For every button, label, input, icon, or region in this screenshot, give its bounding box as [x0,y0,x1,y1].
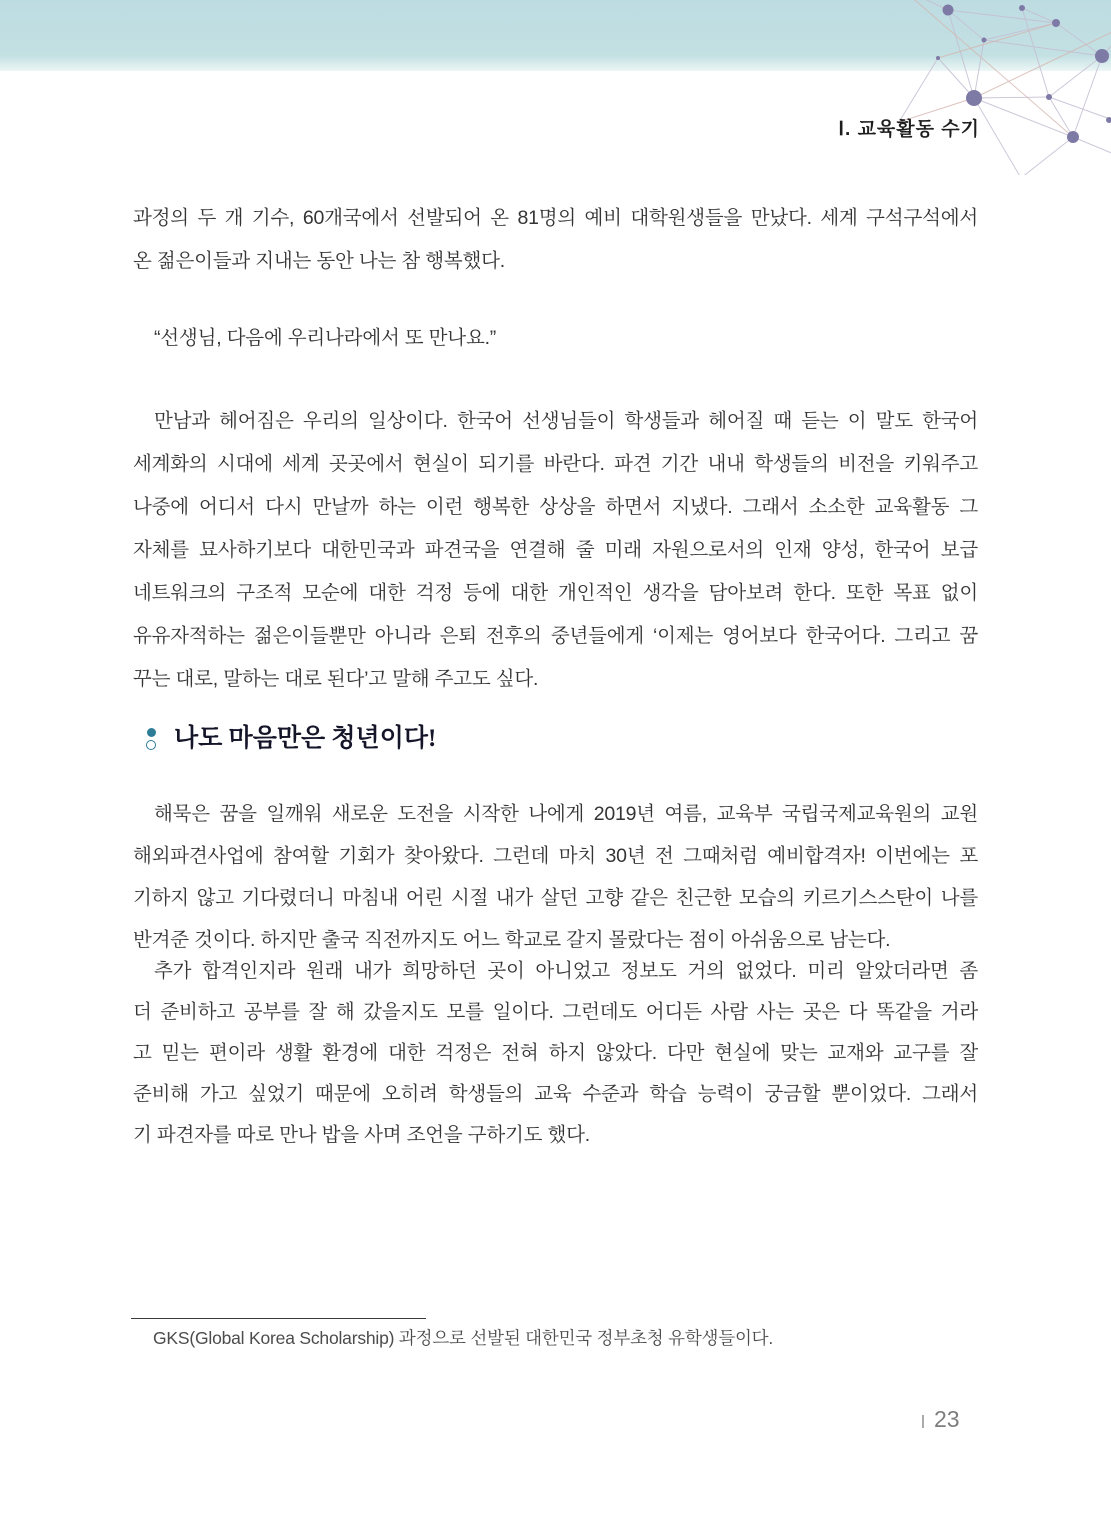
paragraph-line: 해묵은 꿈을 일깨워 새로운 도전을 시작한 나에게 2019년 여름, 교육부 국립국제교육원의 교원 [154,803,978,825]
footnote-text: GKS(Global Korea Scholarship) 과정으로 선발된 대한민국 정부초청 유학생들이다. [153,1328,774,1348]
paragraph-2 [133,400,978,701]
paragraph-line: 유유자적하는 젊은이들뿐만 아니라 은퇴 전후의 중년들에게 ‘이제는 영어보다 한국어다. 그리고 꿈 [133,625,978,647]
paragraph-line: 고 믿는 편이라 생활 환경에 대한 걱정은 전혀 하지 않았다. 다만 현실에 맞는 교재와 교구를 잘 [133,1042,978,1064]
paragraph-line: 자체를 묘사하기보다 대한민국과 파견국을 연결해 줄 미래 자원으로서의 인재 양성, 한국어 보급 [133,539,978,561]
paragraph-line: 온 젊은이들과 지내는 동안 나는 참 행복했다. [133,250,505,272]
paragraph-line: 추가 합격인지라 원래 내가 희망하던 곳이 아니었고 정보도 거의 없었다. 미리 알았더라면 좀 [154,960,978,982]
paragraph-line: 반겨준 것이다. 하지만 출국 직전까지도 어느 학교로 갈지 몰랐다는 점이 아쉬움으로 남는다. [133,929,891,951]
paragraph-line: 과정의 두 개 기수, 60개국에서 선발되어 온 81명의 예비 대학원생들을 만났다. 세계 구석구석에서 [133,207,978,229]
running-head: Ⅰ. 교육활동 수기 [838,119,980,140]
section-heading [146,722,436,756]
footnote-divider [131,1318,426,1319]
paragraph-line: 세계화의 시대에 세계 곳곳에서 현실이 되기를 바란다. 파견 기간 내내 학생들의 비전을 키워주고 [133,453,978,475]
section-bullet-icon [146,728,156,750]
bullet-open-dot [146,740,156,750]
paragraph-line: 나중에 어디서 다시 만날까 하는 이런 행복한 상상을 하면서 지냈다. 그래서 소소한 교육활동 그 [133,496,978,518]
quote-line: “선생님, 다음에 우리나라에서 또 만나요.” [154,327,497,349]
paragraph-line: 기 파견자를 따로 만나 밥을 사며 조언을 구하기도 했다. [133,1124,590,1146]
paragraph-line: 해외파견사업에 참여할 기회가 찾아왔다. 그런데 마치 30년 전 그때처럼 예비합격자! 이번에는 포 [133,845,978,867]
paragraph-line: 기하지 않고 기다렸더니 마침내 어린 시절 내가 살던 고향 같은 친근한 모습의 키르기스스탄이 나를 [133,887,978,909]
paragraph-line: 준비해 가고 싶었기 때문에 오히려 학생들의 교육 수준과 학습 능력이 궁금할 뿐이었다. 그래서 [133,1083,978,1105]
paragraph-line: 꾸는 대로, 말하는 대로 된다’고 말해 주고도 싶다. [133,668,539,690]
paragraph-3 [133,793,978,961]
paragraph-line: 만남과 헤어짐은 우리의 일상이다. 한국어 선생님들이 학생들과 헤어질 때 듣는 이 말도 한국어 [154,410,978,432]
paragraph-line: 더 준비하고 공부를 잘 해 갔을지도 모를 일이다. 그런데도 어디든 사람 사는 곳은 다 똑같을 거라 [133,1001,978,1023]
page-number-value: 23 [934,1406,960,1432]
paragraph-4 [133,951,978,1156]
page-number [922,1406,960,1433]
paragraph-1 [133,197,978,283]
bullet-filled-dot [147,728,156,737]
page-number-bar-icon [922,1415,924,1428]
paragraph-line: 네트워크의 구조적 모순에 대한 걱정 등에 대한 개인적인 생각을 담아보려 한다. 또한 목표 없이 [133,582,978,604]
section-heading-text: 나도 마음만은 청년이다! [174,725,437,752]
network-decoration-graphic [841,0,1111,175]
quote-paragraph [133,317,978,360]
